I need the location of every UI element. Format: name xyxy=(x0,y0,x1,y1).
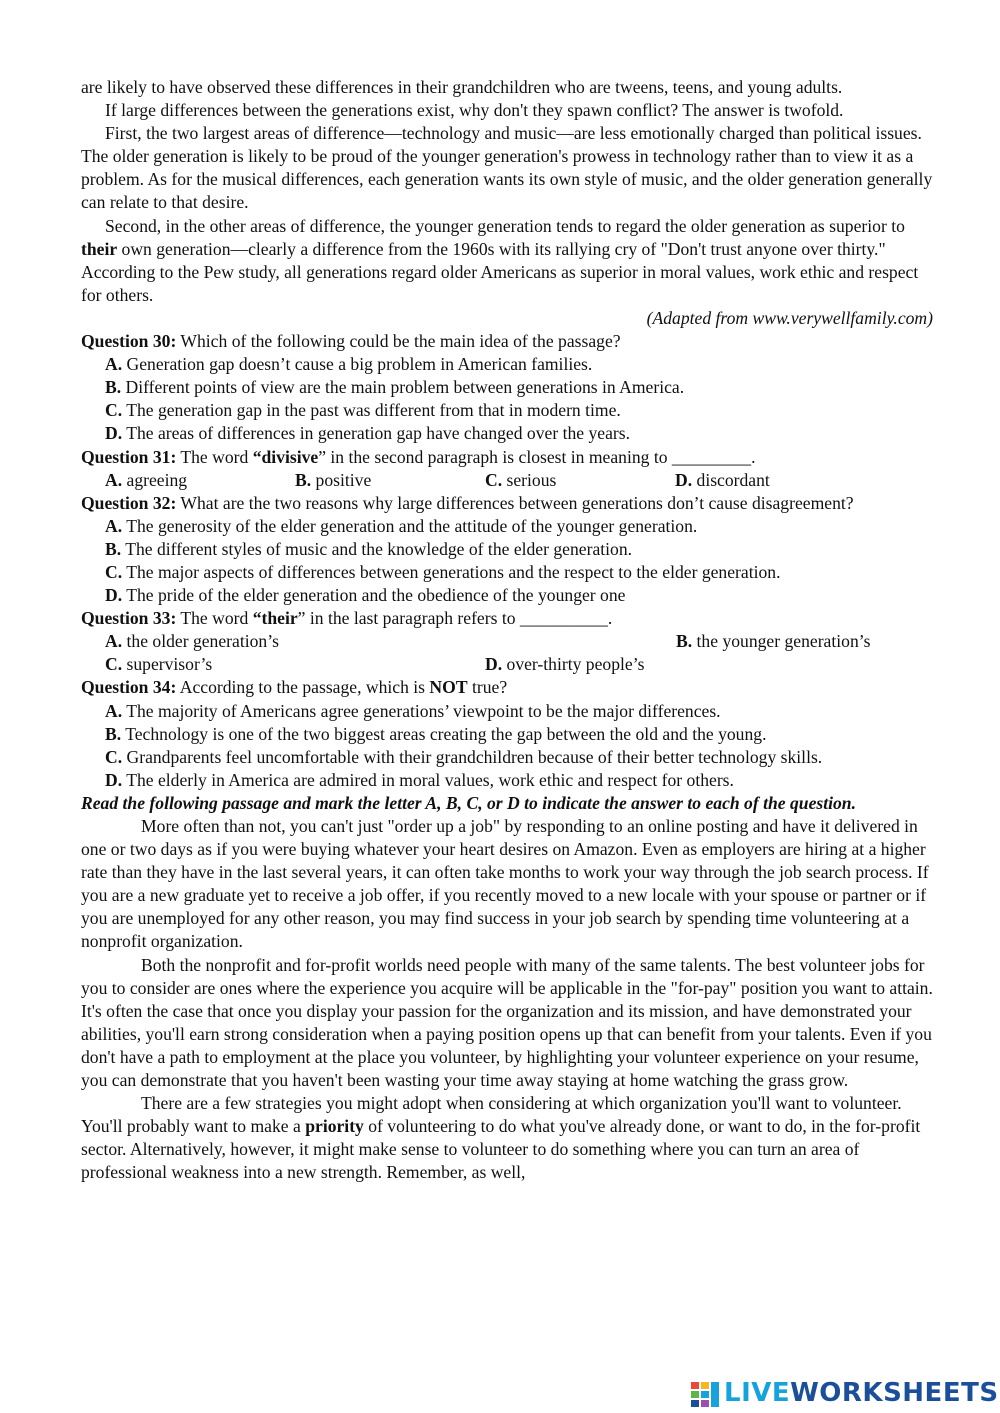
target-word: “their xyxy=(252,608,298,629)
section-instruction: Read the following passage and mark the letter A, B, C, or D to indicate the answer to each of the question. xyxy=(81,792,856,813)
option-letter: D. xyxy=(485,654,503,675)
question-30 xyxy=(81,330,933,353)
logo-text-worksheets: WORKSHEETS xyxy=(790,1378,999,1409)
option-letter: A. xyxy=(105,515,123,536)
question-label: Question 32: xyxy=(81,492,177,513)
bold-word: their xyxy=(81,238,118,259)
option-text: serious xyxy=(506,469,557,490)
option-b[interactable] xyxy=(81,723,933,746)
option-text: Different points of view are the main problem between generations in America. xyxy=(125,377,685,398)
option-b[interactable] xyxy=(81,538,933,561)
option-text: positive xyxy=(315,469,372,490)
option-letter: A. xyxy=(105,354,123,375)
option-text: The areas of differences in generation gap have changed over the years. xyxy=(126,423,630,444)
option-text: The generosity of the elder generation and the attitude of the younger generation. xyxy=(126,515,698,536)
question-text: true? xyxy=(467,677,508,698)
option-letter: D. xyxy=(105,585,123,606)
text-run: of volunteering to do what you've already done, or want to do, in the for-profit sector. Alternatively, however, it might make sense to volunteer to do something where you can turn an area of professional weakness into a new strength. Remember, as well, xyxy=(81,1116,921,1183)
option-b[interactable] xyxy=(295,469,485,492)
option-b[interactable] xyxy=(676,630,870,653)
option-letter: C. xyxy=(105,746,123,767)
option-text: supervisor’s xyxy=(126,654,213,675)
option-a[interactable] xyxy=(105,630,676,653)
option-d[interactable] xyxy=(675,469,865,492)
option-text: the younger generation’s xyxy=(696,631,871,652)
option-letter: B. xyxy=(676,631,693,652)
option-letter: B. xyxy=(105,538,122,559)
option-text: Technology is one of the two biggest areas creating the gap between the old and the young. xyxy=(125,723,767,744)
passage-paragraph: are likely to have observed these differences in their grandchildren who are tweens, teens, and young adults. xyxy=(81,77,843,97)
option-text: The elderly in America are admired in moral values, work ethic and respect for others. xyxy=(126,769,734,790)
question-text: The word xyxy=(176,608,253,629)
logo-mark-icon xyxy=(690,1380,720,1408)
option-d[interactable] xyxy=(81,769,933,792)
text-run: Second, in the other areas of difference, the younger generation tends to regard the older generation as superior to xyxy=(105,215,905,236)
option-c[interactable] xyxy=(81,561,933,584)
option-letter: A. xyxy=(105,631,123,652)
passage-source: (Adapted from www.verywellfamily.com) xyxy=(646,307,933,328)
passage-paragraph: Both the nonprofit and for-profit worlds need people with many of the same talents. The best volunteer jobs for you to consider are ones where the experience you acquire will be applicable in the "for-pay" position you want to attain. It's often the case that once you display your passion for the organization and its mission, and have demonstrated your abilities, you'll earn strong consideration when a paying position opens up that can benefit from your talents. Even if you don't have a path to employment at the place you volunteer, by highlighting your volunteer experience on your resume, you can demonstrate that you haven't been wasting your time away staying at home watching the grass grow. xyxy=(81,954,933,1091)
question-text: According to the passage, which is xyxy=(176,677,430,698)
option-text: Grandparents feel uncomfortable with their grandchildren because of their better technology skills. xyxy=(126,746,823,767)
question-34 xyxy=(81,676,933,699)
question-label: Question 31: xyxy=(81,446,177,467)
option-text: discordant xyxy=(696,469,770,490)
question-label: Question 30: xyxy=(81,331,177,352)
option-letter: A. xyxy=(105,469,123,490)
target-word: “divisive xyxy=(252,446,319,467)
option-text: The pride of the elder generation and the obedience of the younger one xyxy=(126,585,626,606)
option-letter: C. xyxy=(105,561,123,582)
option-c[interactable] xyxy=(81,746,933,769)
option-text: The majority of Americans agree generations’ viewpoint to be the major differences. xyxy=(126,700,721,721)
question-text: Which of the following could be the main idea of the passage? xyxy=(176,331,621,352)
question-32 xyxy=(81,492,933,515)
option-letter: A. xyxy=(105,700,123,721)
option-text: The generation gap in the past was different from that in modern time. xyxy=(126,400,621,421)
passage-paragraph xyxy=(81,215,933,307)
option-text: the older generation’s xyxy=(126,631,279,652)
option-letter: B. xyxy=(105,377,122,398)
question-label: Question 34: xyxy=(81,677,177,698)
option-letter: D. xyxy=(675,469,693,490)
option-d[interactable] xyxy=(81,422,933,445)
question-text: ” in the last paragraph refers to __________. xyxy=(297,608,613,629)
options-row xyxy=(81,630,933,653)
passage-paragraph: If large differences between the generations exist, why don't they spawn conflict? The answer is twofold. xyxy=(105,100,844,121)
option-d[interactable] xyxy=(485,653,644,676)
passage-paragraph: First, the two largest areas of difference—technology and music—are less emotionally charged than political issues. The older generation is likely to be proud of the younger generation's prowess in technology rather than to view it as a problem. As for the musical differences, each generation wants its own style of music, and the older generation generally can relate to that desire. xyxy=(81,123,933,213)
option-c[interactable] xyxy=(105,653,485,676)
option-d[interactable] xyxy=(81,584,933,607)
options-row xyxy=(81,653,933,676)
option-text: Generation gap doesn’t cause a big problem in American families. xyxy=(126,354,593,375)
bold-word: NOT xyxy=(429,677,468,698)
question-text: ” in the second paragraph is closest in meaning to _________. xyxy=(318,446,756,467)
option-letter: D. xyxy=(105,769,123,790)
option-letter: B. xyxy=(105,723,122,744)
option-c[interactable] xyxy=(81,399,933,422)
option-a[interactable] xyxy=(81,353,933,376)
option-letter: C. xyxy=(105,654,123,675)
text-run: There are a few strategies you might adopt when considering at which organization you'll want to volunteer. You'll probably want to make a xyxy=(81,1093,902,1137)
logo-text xyxy=(724,1378,999,1409)
option-text: The different styles of music and the knowledge of the elder generation. xyxy=(125,538,633,559)
option-letter: B. xyxy=(295,469,312,490)
liveworksheets-logo xyxy=(690,1378,999,1410)
option-a[interactable] xyxy=(81,515,933,538)
question-31 xyxy=(81,446,933,469)
bold-word: priority xyxy=(305,1116,364,1137)
option-letter: C. xyxy=(485,469,503,490)
question-text: The word xyxy=(176,446,253,467)
option-letter: C. xyxy=(105,400,123,421)
question-text: What are the two reasons why large differences between generations don’t cause disagreement? xyxy=(176,492,854,513)
option-a[interactable] xyxy=(105,469,295,492)
passage-paragraph: More often than not, you can't just "order up a job" by responding to an online posting and have it delivered in one or two days as if you were buying whatever your heart desires on Amazon. Even as employers are hiring at a higher rate than they have in the last several years, it can often take months to work your way through the job search process. If you are a new graduate yet to receive a job offer, if you recently moved to a new locale with your spouse or partner or if you are unemployed for any other reason, you may find success in your job search by spending time volunteering at a nonprofit organization. xyxy=(81,816,929,952)
worksheet-page xyxy=(81,76,933,1185)
question-label: Question 33: xyxy=(81,608,177,629)
options-row xyxy=(81,469,933,492)
text-run: own generation—clearly a difference from the 1960s with its rallying cry of "Don't trust anyone over thirty." According to the Pew study, all generations regard older Americans as superior in moral values, work ethic and respect for others. xyxy=(81,238,919,305)
option-text: over-thirty people’s xyxy=(506,654,645,675)
option-c[interactable] xyxy=(485,469,675,492)
question-33 xyxy=(81,607,933,630)
option-text: The major aspects of differences between generations and the respect to the elder generation. xyxy=(126,561,781,582)
logo-text-live: LIVE xyxy=(724,1378,791,1409)
passage-paragraph xyxy=(81,1092,933,1184)
option-a[interactable] xyxy=(81,700,933,723)
option-b[interactable] xyxy=(81,376,933,399)
option-text: agreeing xyxy=(126,469,188,490)
option-letter: D. xyxy=(105,423,123,444)
